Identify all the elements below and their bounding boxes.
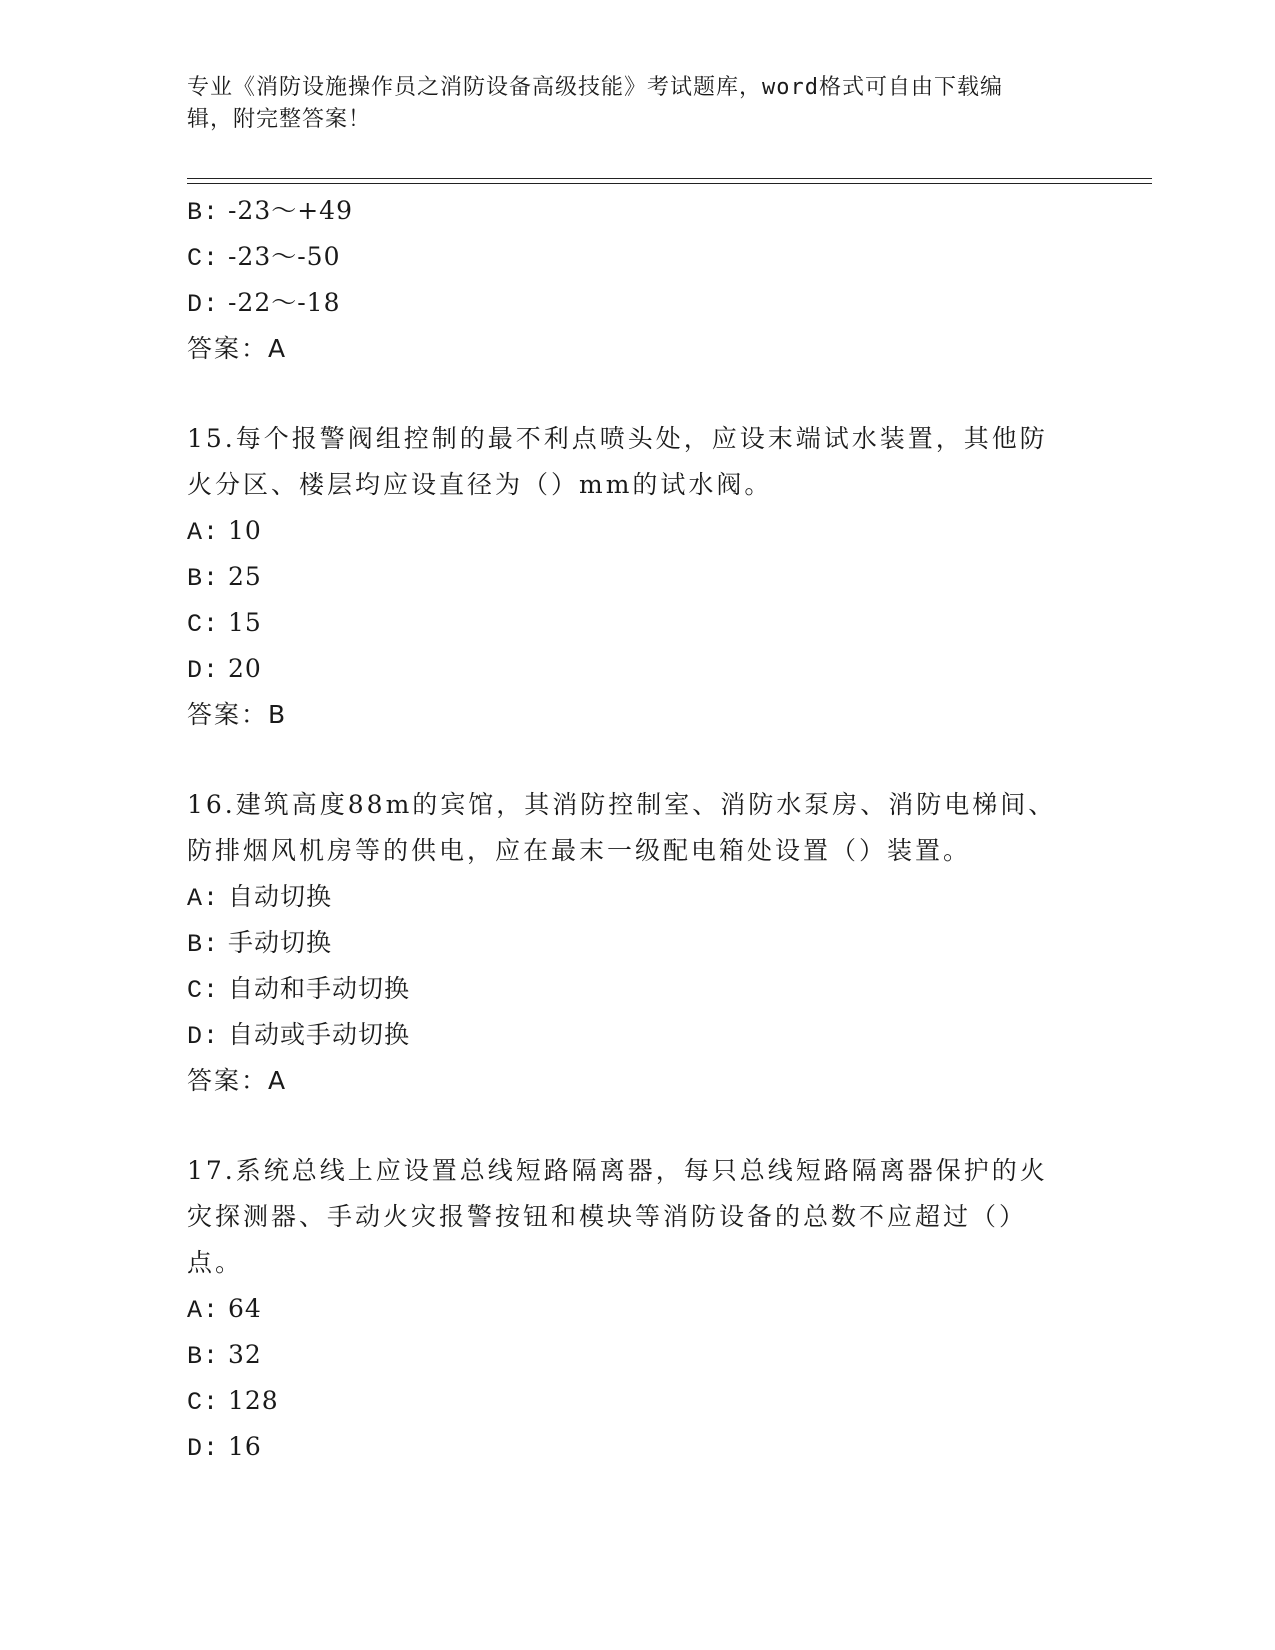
header-line-1: 专业《消防设施操作员之消防设备高级技能》考试题库，word格式可自由下载编 <box>187 75 1003 100</box>
question-text: 16.建筑高度88m的宾馆，其消防控制室、消防水泵房、消防电梯间、 防排烟风机房等的供电，应在最末一级配电箱处设置（）装置。 <box>187 790 1057 865</box>
option-c: C: -23～-50 <box>187 242 341 273</box>
header-rule-top <box>187 178 1152 179</box>
header-line-2: 辑，附完整答案！ <box>187 107 372 132</box>
question-list <box>187 188 1087 1470</box>
question-16 <box>187 782 1087 1104</box>
option-d: D: 16 <box>187 1432 262 1463</box>
option-d: D: 20 <box>187 654 262 685</box>
option-a: A: 10 <box>187 516 262 547</box>
option-d: D: -22～-18 <box>187 288 341 319</box>
option-c: C: 自动和手动切换 <box>187 974 410 1005</box>
question-text: 17.系统总线上应设置总线短路隔离器，每只总线短路隔离器保护的火 灾探测器、手动火灾报警按钮和模块等消防设备的总数不应超过（） 点。 <box>187 1156 1048 1277</box>
option-a: A: 64 <box>187 1294 262 1325</box>
option-c: C: 128 <box>187 1386 279 1417</box>
answer-label: 答案：A <box>187 334 288 363</box>
answer-label: 答案：A <box>187 1066 288 1095</box>
option-a: A: 自动切换 <box>187 882 332 913</box>
answer-label: 答案：B <box>187 700 288 729</box>
option-b: B: 25 <box>187 562 262 593</box>
option-b: B: 32 <box>187 1340 262 1371</box>
question-text: 15.每个报警阀组控制的最不利点喷头处，应设末端试水装置，其他防 火分区、楼层均应设直径为（）mm的试水阀。 <box>187 424 1048 499</box>
option-d: D: 自动或手动切换 <box>187 1020 410 1051</box>
header-rule-bottom <box>187 183 1152 184</box>
question-17 <box>187 1148 1087 1470</box>
document-header <box>187 72 1067 136</box>
option-b: B: -23～+49 <box>187 196 353 227</box>
option-b: B: 手动切换 <box>187 928 332 959</box>
partial-question <box>187 188 1087 372</box>
option-c: C: 15 <box>187 608 262 639</box>
question-15 <box>187 416 1087 738</box>
